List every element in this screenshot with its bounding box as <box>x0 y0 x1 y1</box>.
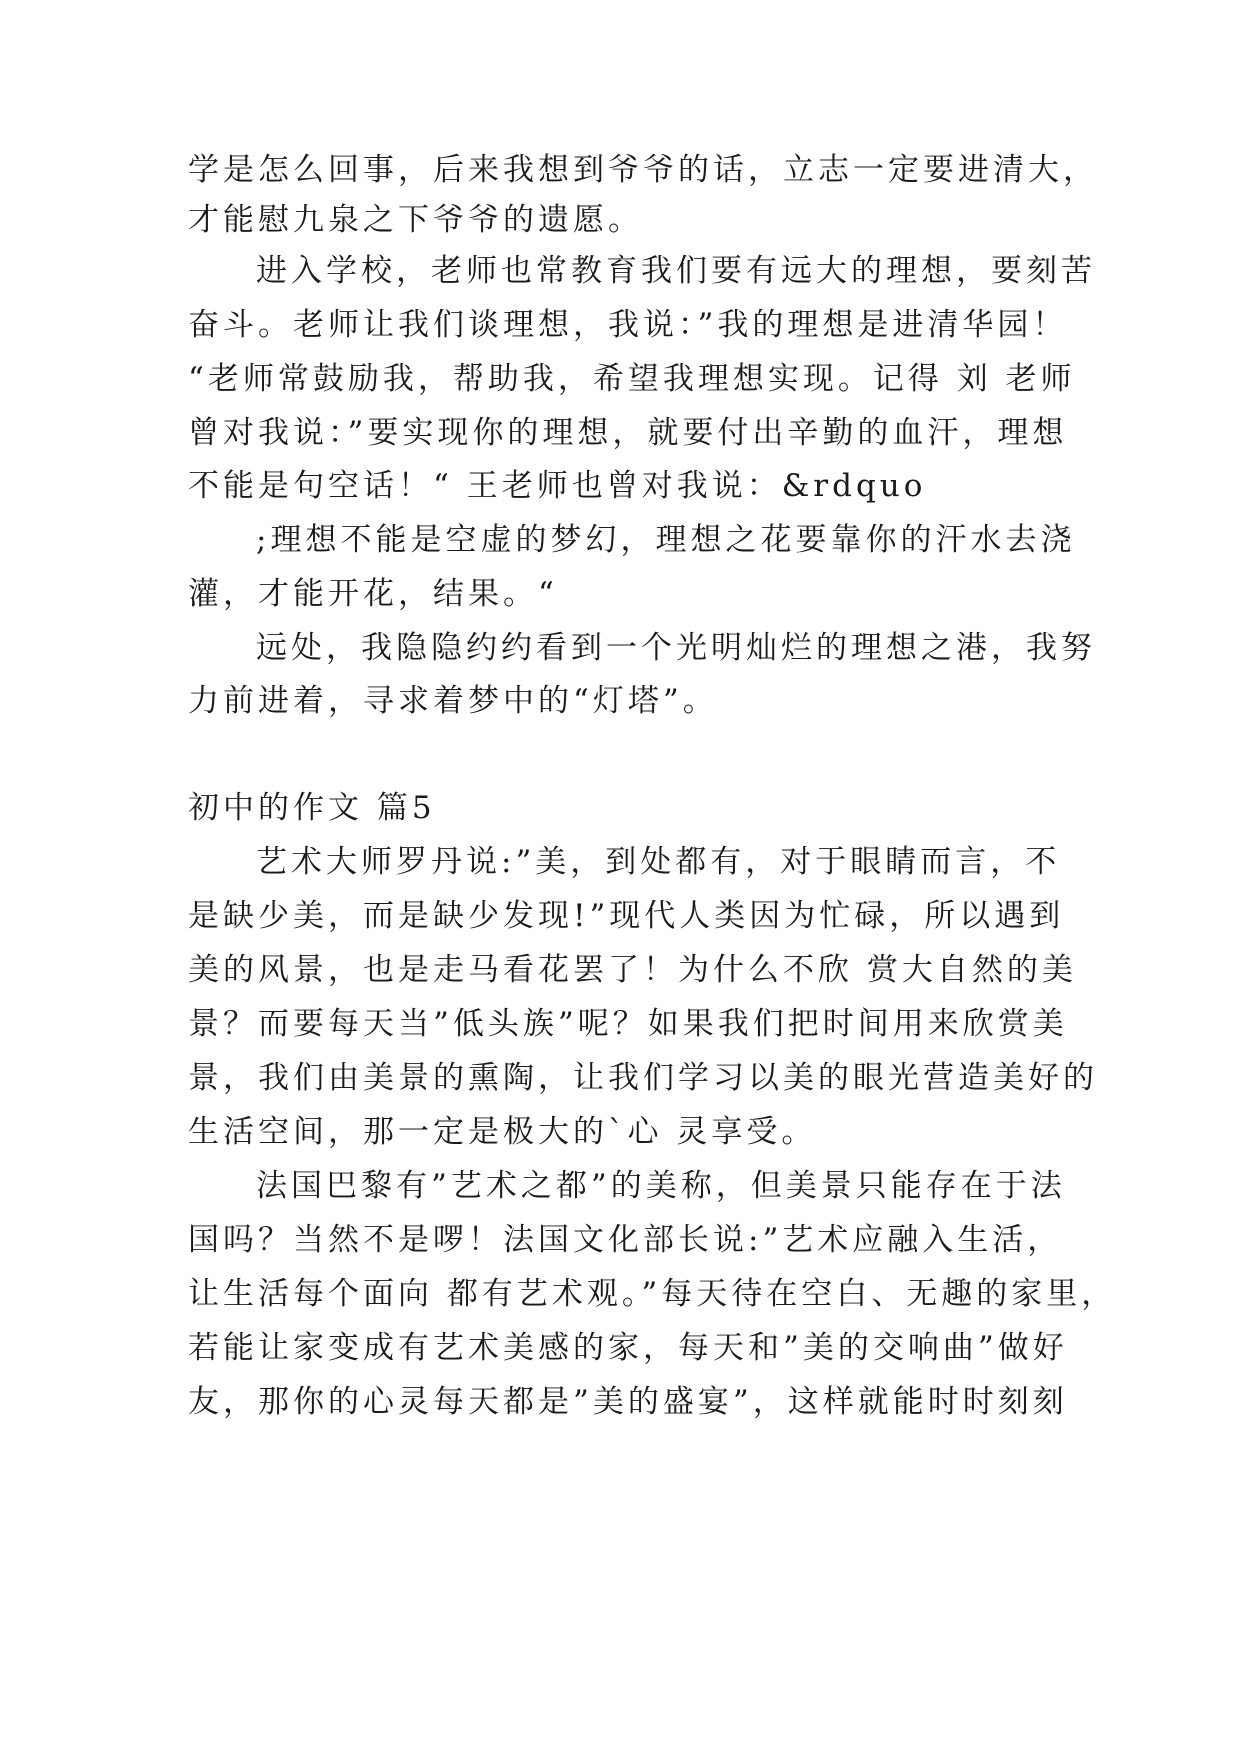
text-line: 灌，才能开花，结果。“ <box>188 576 558 612</box>
text-line: 学是怎么回事，后来我想到爷爷的话，立志一定要进清大， <box>188 152 1098 188</box>
text-line: 生活空间，那一定是极大的`心 灵享受。 <box>188 1114 817 1150</box>
text-line: 是缺少美，而是缺少发现!”现代人类因为忙碌，所以遇到 <box>188 898 1065 934</box>
paragraph-start-line: 远处，我隐隐约约看到一个光明灿烂的理想之港，我努 <box>256 630 1096 666</box>
text-line: 不能是句空话！“ 王老师也曾对我说：&rdquo <box>188 468 927 504</box>
text-line: 让生活每个面向 都有艺术观。”每天待在空白、无趣的家里， <box>188 1276 1117 1312</box>
paragraph-start-line: 进入学校，老师也常教育我们要有远大的理想，要刻苦 <box>256 253 1096 289</box>
text-line: 景？而要每天当”低头族”呢？如果我们把时间用来欣赏美 <box>188 1006 1068 1042</box>
text-line: 才能慰九泉之下爷爷的遗愿。 <box>188 202 643 238</box>
text-line: 美的风景，也是走马看花罢了！为什么不欣 赏大自然的美 <box>188 952 1077 988</box>
text-line: 曾对我说：”要实现你的理想，就要付出辛勤的血汗，理想 <box>188 415 1068 451</box>
paragraph-start-line: 艺术大师罗丹说:”美，到处都有，对于眼睛而言，不 <box>256 844 1061 880</box>
text-line: 奋斗。老师让我们谈理想，我说：”我的理想是进清华园！ <box>188 307 1068 343</box>
text-line: “老师常鼓励我，帮助我，希望我理想实现。记得 刘 老师 <box>188 361 1076 397</box>
text-line: 若能让家变成有艺术美感的家，每天和”美的交响曲”做好 <box>188 1330 1068 1366</box>
paragraph-start-line: 法国巴黎有”艺术之都”的美称，但美景只能存在于法 <box>256 1168 1066 1204</box>
section-heading: 初中的作文 篇5 <box>188 790 436 826</box>
text-line: 力前进着，寻求着梦中的“灯塔”。 <box>188 683 718 719</box>
text-line: 景，我们由美景的熏陶，让我们学习以美的眼光营造美好的 <box>188 1060 1098 1096</box>
text-line: 友，那你的心灵每天都是”美的盛宴”，这样就能时时刻刻 <box>188 1384 1068 1420</box>
text-line: 国吗？当然不是啰！法国文化部长说:”艺术应融入生活， <box>188 1222 1063 1258</box>
paragraph-start-line: ;理想不能是空虚的梦幻，理想之花要靠你的汗水去浇 <box>256 522 1076 558</box>
